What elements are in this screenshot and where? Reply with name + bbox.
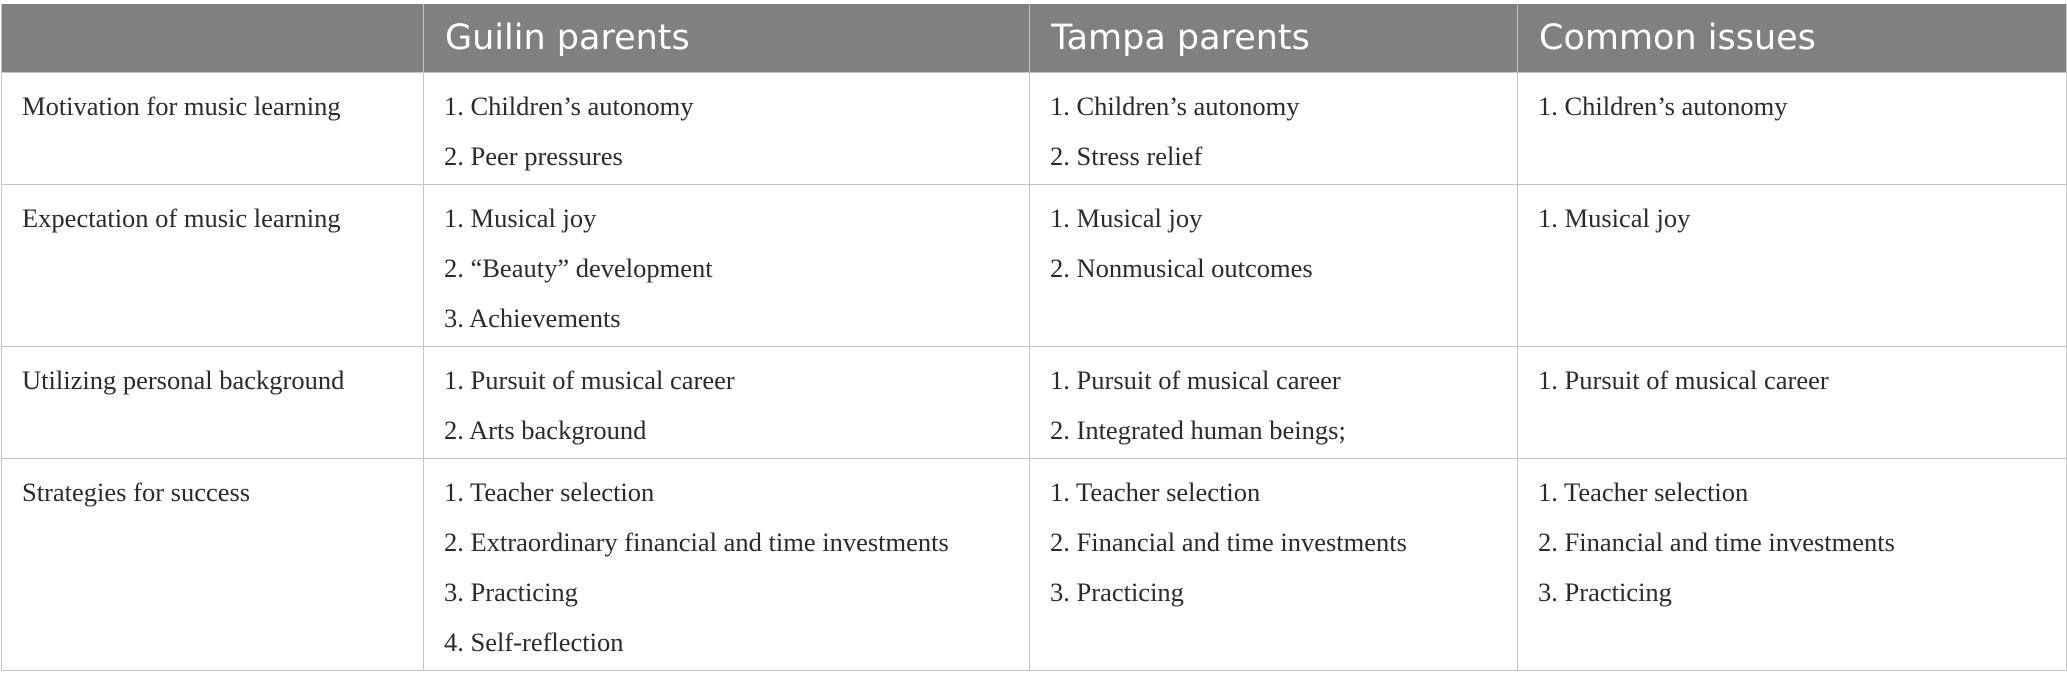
common-cell (1518, 347, 2067, 459)
guilin-cell (424, 185, 1030, 347)
tampa-cell (1030, 73, 1518, 185)
list-item: 3. Achievements (444, 303, 621, 333)
list-item: 1. Musical joy (1050, 203, 1203, 233)
tampa-cell (1030, 347, 1518, 459)
header-row (2, 4, 2067, 73)
header-cell-common-issues: Common issues (1518, 4, 2067, 73)
header-cell-empty (2, 4, 424, 73)
list-item: 1. Teacher selection (1538, 477, 1749, 507)
list-item: 1. Pursuit of musical career (444, 365, 735, 395)
common-cell (1518, 459, 2067, 671)
header-cell-guilin-parents: Guilin parents (424, 4, 1030, 73)
row-label: Strategies for success (22, 477, 251, 507)
list-item: 1. Teacher selection (1050, 477, 1261, 507)
common-cell (1518, 73, 2067, 185)
table-row (2, 459, 2067, 671)
table-row (2, 73, 2067, 185)
row-label-cell (2, 347, 424, 459)
list-item: 2. “Beauty” development (444, 253, 713, 283)
list-item: 3. Practicing (1050, 577, 1184, 607)
tampa-cell (1030, 185, 1518, 347)
table-row (2, 185, 2067, 347)
list-item: 3. Practicing (1538, 577, 1672, 607)
list-item: 1. Children’s autonomy (1538, 91, 1788, 121)
list-item: 4. Self-reflection (444, 627, 624, 657)
common-cell (1518, 185, 2067, 347)
table-row (2, 347, 2067, 459)
row-label-cell (2, 459, 424, 671)
header-cell-tampa-parents: Tampa parents (1030, 4, 1518, 73)
list-item: 1. Pursuit of musical career (1538, 365, 1829, 395)
list-item: 2. Extraordinary financial and time investments (444, 527, 949, 557)
row-label: Motivation for music learning (22, 91, 341, 121)
table-header (2, 4, 2067, 73)
list-item: 2. Stress relief (1050, 141, 1203, 171)
comparison-table (1, 4, 2067, 671)
comparison-table-container (0, 4, 2067, 671)
row-label-cell (2, 73, 424, 185)
list-item: 2. Peer pressures (444, 141, 623, 171)
list-item: 2. Nonmusical outcomes (1050, 253, 1313, 283)
list-item: 1. Teacher selection (444, 477, 655, 507)
list-item: 2. Arts background (444, 415, 647, 445)
list-item: 1. Children’s autonomy (444, 91, 694, 121)
row-label: Expectation of music learning (22, 203, 341, 233)
list-item: 2. Financial and time investments (1050, 527, 1407, 557)
table-body (2, 73, 2067, 671)
guilin-cell (424, 347, 1030, 459)
list-item: 2. Financial and time investments (1538, 527, 1895, 557)
list-item: 1. Musical joy (444, 203, 597, 233)
guilin-cell (424, 459, 1030, 671)
list-item: 3. Practicing (444, 577, 578, 607)
row-label: Utilizing personal background (22, 365, 345, 395)
guilin-cell (424, 73, 1030, 185)
list-item: 1. Musical joy (1538, 203, 1691, 233)
tampa-cell (1030, 459, 1518, 671)
row-label-cell (2, 185, 424, 347)
list-item: 2. Integrated human beings; (1050, 415, 1346, 445)
list-item: 1. Pursuit of musical career (1050, 365, 1341, 395)
list-item: 1. Children’s autonomy (1050, 91, 1300, 121)
